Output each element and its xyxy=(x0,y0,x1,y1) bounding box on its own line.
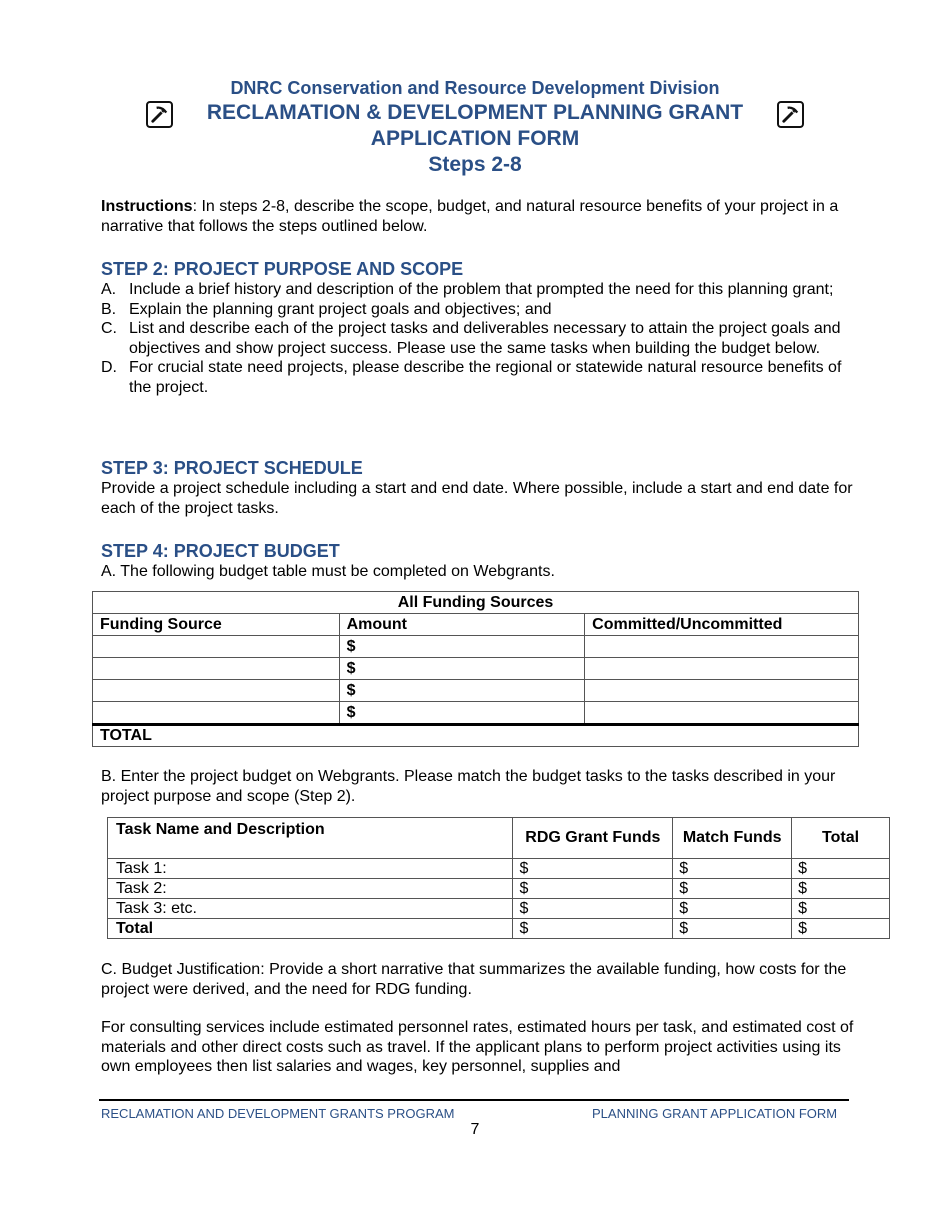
table-row xyxy=(93,658,859,680)
total-cell[interactable]: $ xyxy=(792,879,890,899)
task-name-cell[interactable]: Task 3: etc. xyxy=(108,899,513,919)
form-steps: Steps 2-8 xyxy=(428,153,522,176)
rdg-funds-cell[interactable]: $ xyxy=(513,859,673,879)
list-item xyxy=(101,358,861,397)
step4-text-b: B. Enter the project budget on Webgrants. Please match the budget tasks to the tasks described in your project purpose and scope (Step 2). xyxy=(101,768,836,805)
committed-cell[interactable] xyxy=(585,636,859,658)
division-name: DNRC Conservation and Resource Development Division xyxy=(230,78,720,98)
total-cell[interactable]: $ xyxy=(792,859,890,879)
step4-heading: STEP 4: PROJECT BUDGET xyxy=(101,541,340,561)
instructions-text: : In steps 2-8, describe the scope, budget, and natural resource benefits of your project in a narrative that follows the steps outlined below. xyxy=(101,198,839,235)
task-name-cell[interactable]: Task 1: xyxy=(108,859,513,879)
amount-cell[interactable]: $ xyxy=(339,658,585,680)
amount-cell[interactable]: $ xyxy=(339,702,585,725)
footer-divider xyxy=(99,1099,849,1101)
funding-source-cell[interactable] xyxy=(93,658,340,680)
committed-cell[interactable] xyxy=(585,658,859,680)
table-row xyxy=(108,879,890,899)
funding-source-cell[interactable] xyxy=(93,680,340,702)
list-marker: A. xyxy=(101,281,117,298)
committed-cell[interactable] xyxy=(585,680,859,702)
list-item-text: Explain the planning grant project goals and objectives; and xyxy=(129,300,552,318)
task-name-cell[interactable]: Task 2: xyxy=(108,879,513,899)
funding-source-cell[interactable] xyxy=(93,702,340,725)
column-header: Total xyxy=(792,818,890,859)
match-funds-cell[interactable]: $ xyxy=(673,879,792,899)
total-cell[interactable]: $ xyxy=(792,899,890,919)
committed-cell[interactable] xyxy=(585,702,859,725)
step4-text-a: A. The following budget table must be completed on Webgrants. xyxy=(101,563,555,580)
rdg-funds-cell[interactable]: $ xyxy=(513,899,673,919)
funding-source-cell[interactable] xyxy=(93,636,340,658)
column-header: Amount xyxy=(339,614,585,636)
form-title: RECLAMATION & DEVELOPMENT PLANNING GRANT xyxy=(206,101,744,124)
instructions-label: Instructions xyxy=(101,198,193,215)
total-label: TOTAL xyxy=(93,725,859,747)
step4-text-d: For consulting services include estimated personnel rates, estimated hours per task, and estimated cost of materials and other direct costs such as travel. If the applicant plans to perform project activities using its own employees then list salaries and wages, key personnel, supplies and xyxy=(101,1019,854,1075)
table-row xyxy=(93,636,859,658)
instructions-paragraph xyxy=(101,197,861,236)
match-funds-cell[interactable]: $ xyxy=(673,859,792,879)
table-header-row xyxy=(108,818,890,859)
table-caption: All Funding Sources xyxy=(93,592,859,614)
form-subtitle: APPLICATION FORM xyxy=(370,127,580,150)
list-item xyxy=(101,300,861,320)
list-item xyxy=(101,280,861,300)
total-row xyxy=(93,725,859,747)
funding-sources-table xyxy=(92,591,859,747)
list-item-text: Include a brief history and description of the problem that prompted the need for this planning grant; xyxy=(129,281,834,298)
column-header: Match Funds xyxy=(673,818,792,859)
total-label: Total xyxy=(108,919,513,939)
list-marker: B. xyxy=(101,300,117,318)
document-header xyxy=(0,76,950,178)
total-row xyxy=(108,919,890,939)
list-item-text: List and describe each of the project tasks and deliverables necessary to attain the project goals and objectives and show project success. Please use the same tasks when building the budget below. xyxy=(129,320,841,357)
list-item xyxy=(101,319,861,358)
rdg-funds-cell[interactable]: $ xyxy=(513,879,673,899)
step3-text: Provide a project schedule including a start and end date. Where possible, include a start and end date for each of the project tasks. xyxy=(101,480,853,517)
column-header: Funding Source xyxy=(93,614,340,636)
amount-cell[interactable]: $ xyxy=(339,636,585,658)
table-row xyxy=(108,899,890,919)
step2-list xyxy=(101,280,861,397)
step2-heading: STEP 2: PROJECT PURPOSE AND SCOPE xyxy=(101,259,464,279)
match-funds-cell[interactable]: $ xyxy=(673,899,792,919)
footer-form-name: PLANNING GRANT APPLICATION FORM xyxy=(592,1106,838,1121)
task-budget-table xyxy=(107,817,890,939)
table-row xyxy=(108,859,890,879)
list-marker: C. xyxy=(101,320,117,337)
footer-program-name: RECLAMATION AND DEVELOPMENT GRANTS PROGRAM xyxy=(101,1106,455,1121)
column-header: Committed/Uncommitted xyxy=(585,614,859,636)
step4-text-c: C. Budget Justification: Provide a short narrative that summarizes the available funding, how costs for the project were derived, and the need for RDG funding. xyxy=(101,961,847,998)
table-row xyxy=(93,680,859,702)
grand-total-cell[interactable]: $ xyxy=(792,919,890,939)
amount-cell[interactable]: $ xyxy=(339,680,585,702)
match-funds-total-cell[interactable]: $ xyxy=(673,919,792,939)
table-header-row xyxy=(93,614,859,636)
column-header: RDG Grant Funds xyxy=(513,818,673,859)
list-item-text: For crucial state need projects, please describe the regional or statewide natural resource benefits of the project. xyxy=(129,359,842,396)
table-row xyxy=(93,702,859,725)
column-header: Task Name and Description xyxy=(108,818,513,859)
rdg-funds-total-cell[interactable]: $ xyxy=(513,919,673,939)
step3-heading: STEP 3: PROJECT SCHEDULE xyxy=(101,458,363,478)
page-number: 7 xyxy=(470,1121,480,1138)
list-marker: D. xyxy=(101,359,117,376)
